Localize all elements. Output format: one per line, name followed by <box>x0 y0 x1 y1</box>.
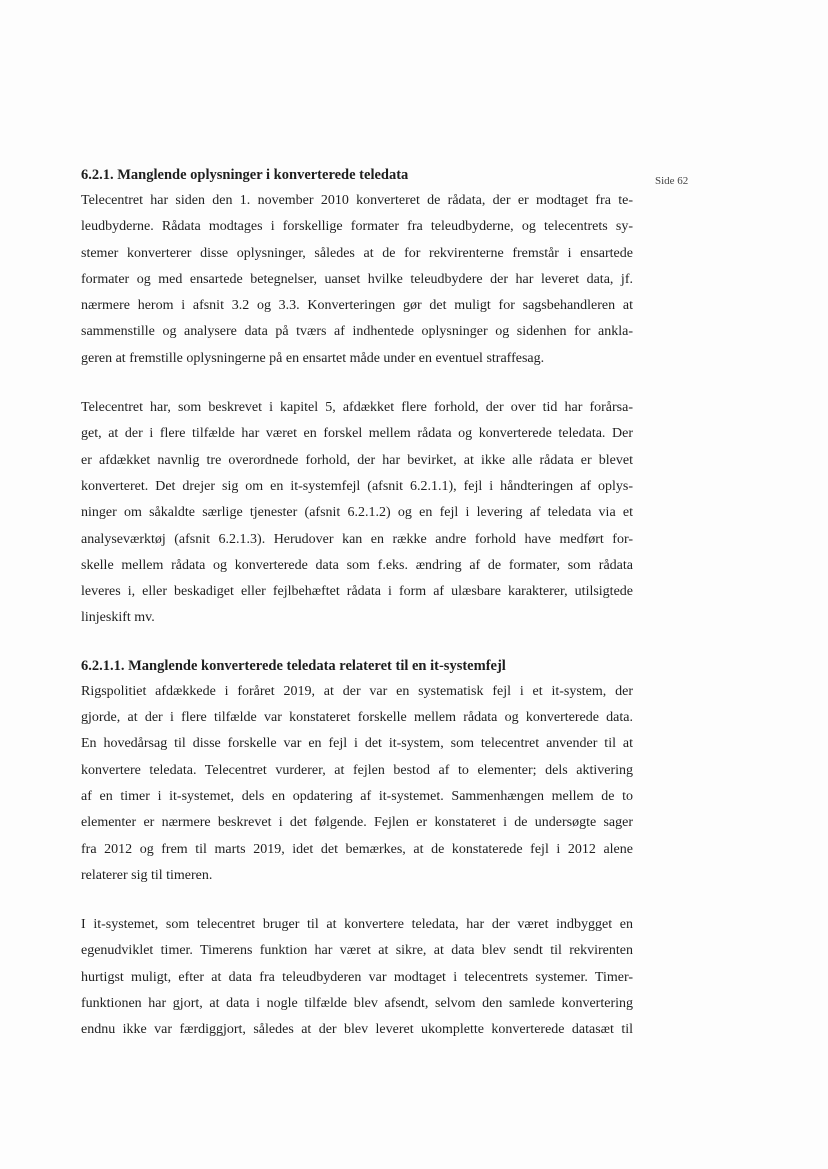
text-line: En hovedårsag til disse forskelle var en fejl i det it-system, som telecentret anvender til at <box>81 736 633 752</box>
text-line: fra 2012 og frem til marts 2019, idet det bemærkes, at de konstaterede fejl i 2012 alene <box>81 841 633 857</box>
page-content <box>81 162 633 1044</box>
text-line: linjeskift mv. <box>81 610 155 626</box>
section-heading-6-2-1-1: 6.2.1.1. Manglende konverterede teledata relateret til en it-systemfejl <box>81 657 506 674</box>
text-line: leudbyderne. Rådata modtages i forskellige formater fra teleudbyderne, og telecentrets sy- <box>81 219 633 235</box>
paragraph-systematisk-fejl <box>81 679 633 889</box>
text-line: leveres i, eller beskadiget eller fejlbehæftet rådata i form af ulæsbare karakterer, utilsigtede <box>81 584 633 600</box>
text-line: endnu ikke var færdiggjort, således at der blev leveret ukomplette konverterede datasæt til <box>81 1022 633 1038</box>
page-number: Side 62 <box>655 175 689 187</box>
text-line: Rigspolitiet afdækkede i foråret 2019, at der var en systematisk fejl i et it-system, der <box>81 683 633 699</box>
text-line: gjorde, at der i flere tilfælde var konstateret forskelle mellem rådata og konverterede data. <box>81 710 633 726</box>
paragraph-timer <box>81 912 633 1043</box>
text-line: Telecentret har siden den 1. november 2010 konverteret de rådata, der er modtaget fra te- <box>81 193 633 208</box>
text-line: elementer er nærmere beskrevet i det følgende. Fejlen er konstateret i de undersøgte sager <box>81 815 633 831</box>
text-line: Telecentret har, som beskrevet i kapitel 5, afdækket flere forhold, der over tid har forårsa- <box>81 400 633 416</box>
text-line: stemer konverterer disse oplysninger, således at de for rekvirenterne fremstår i ensartede <box>81 245 633 261</box>
section-heading-6-2-1: 6.2.1. Manglende oplysninger i konverterede teledata <box>81 167 409 183</box>
text-line: analyseværktøj (afsnit 6.2.1.3). Herudover kan en række andre forhold have medført for- <box>81 531 633 547</box>
text-line: egenudviklet timer. Timerens funktion har været at sikre, at data blev sendt til rekvirenten <box>81 943 633 959</box>
text-line: I it-systemet, som telecentret bruger til at konvertere teledata, har der været indbygget en <box>81 917 633 933</box>
text-line: er afdækket navnlig tre overordnede forhold, der har bevirket, at ikke alle rådata er blevet <box>81 452 633 468</box>
text-line: sammenstille og analysere data på tværs af indhentede oplysninger og sidenhen for ankla- <box>81 324 633 340</box>
text-line: relaterer sig til timeren. <box>81 867 213 883</box>
text-line: hurtigst muligt, efter at data fra teleudbyderen var modtaget i telecentrets systemer. Timer- <box>81 969 633 985</box>
text-line: nærmere herom i afsnit 3.2 og 3.3. Konverteringen gør det muligt for sagsbehandleren at <box>81 298 633 314</box>
text-line: konverteret. Det drejer sig om en it-systemfejl (afsnit 6.2.1.1), fejl i håndteringen af oplys- <box>81 478 633 494</box>
paragraph-afdaekkede-forhold <box>81 395 633 632</box>
paragraph-konvertering-intro <box>81 188 633 372</box>
text-line: get, at der i flere tilfælde har været en forskel mellem rådata og konverterede teledata. Der <box>81 426 633 442</box>
text-line: formater og med ensartede betegnelser, uanset hvilke teleudbydere der har leveret data, jf. <box>81 271 633 287</box>
text-line: geren at fremstille oplysningerne på en ensartet måde under en eventuel straffesag. <box>81 350 545 366</box>
text-line: konvertere teledata. Telecentret vurderer, at fejlen bestod af to elementer; dels aktivering <box>81 762 633 778</box>
text-line: skelle mellem rådata og konverterede data som f.eks. ændring af de formater, som rådata <box>81 557 633 573</box>
text-line: funktionen har gjort, at data i nogle tilfælde blev afsendt, selvom den samlede konvertering <box>81 996 633 1012</box>
text-line: af en timer i it-systemet, dels en opdatering af it-systemet. Sammenhængen mellem de to <box>81 788 633 804</box>
text-line: ninger om såkaldte særlige tjenester (afsnit 6.2.1.2) og en fejl i levering af teledata via et <box>81 505 633 521</box>
